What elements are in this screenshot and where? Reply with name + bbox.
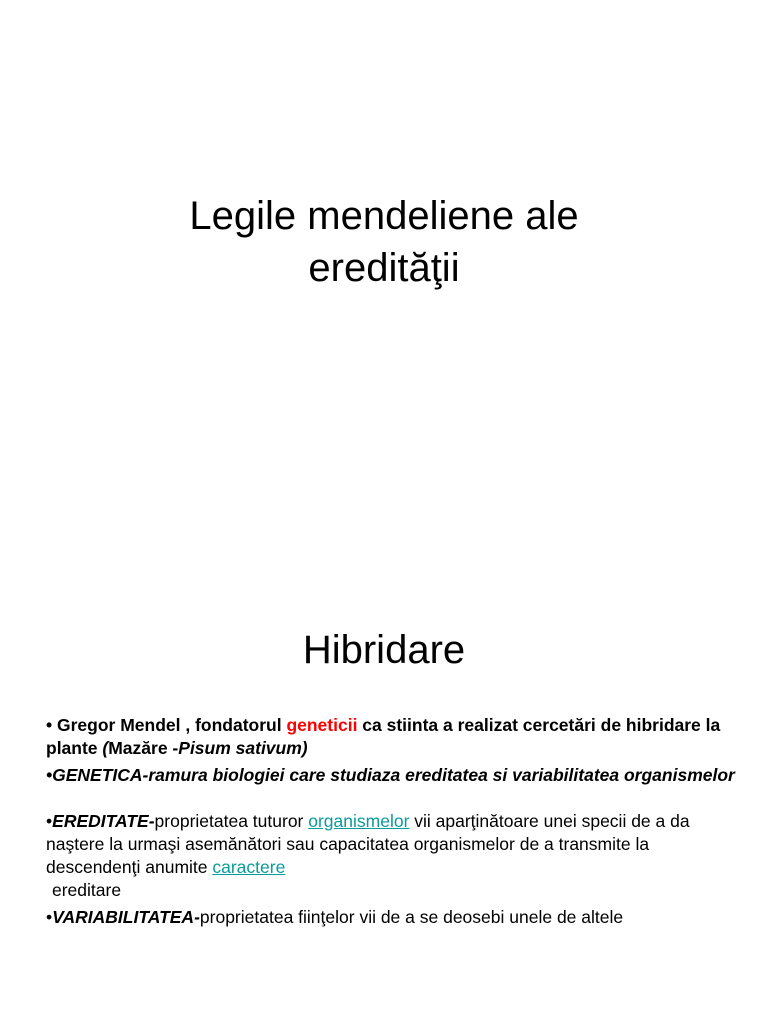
- bullet-ereditate-text-3: ereditare: [52, 880, 122, 900]
- bullet-variabilitatea-dot: •: [46, 907, 53, 927]
- bullet-variabilitatea: [46, 906, 736, 929]
- link-caractere[interactable]: caractere: [212, 857, 286, 877]
- link-organismelor[interactable]: organismelor: [308, 811, 410, 831]
- slide-hibridare: [0, 560, 768, 1024]
- bullet-mendel-mid: ca stiinta a realizat cercetări de hibridare la plante: [46, 715, 721, 758]
- term-ereditate: EREDITATE-: [52, 811, 155, 831]
- title-line-2: eredităţii: [308, 246, 460, 290]
- bullet-mendel: [46, 714, 736, 760]
- bullet-genetica: •GENETICA-ramura biologiei care studiaza ereditatea si variabilitatea organismelor: [46, 765, 735, 785]
- term-variabilitatea: VARIABILITATEA-: [52, 907, 200, 927]
- slide-heading-hibridare: Hibridare: [302, 628, 466, 672]
- bullet-ereditate-text-2: vii aparţinătoare unei specii de a da naştere la urmaşi asemănători sau capacitatea organismelor de a transmite la descendenţi anumite: [46, 811, 690, 877]
- bullet-mendel-mazare: Mazăre -: [108, 738, 179, 758]
- bullet-list: [46, 714, 736, 929]
- title-line-1: Legile mendeliene ale: [189, 194, 579, 238]
- highlight-geneticii: geneticii: [286, 715, 358, 735]
- slide-title-heading: [0, 190, 768, 294]
- bullet-mendel-paren: (: [102, 738, 109, 758]
- bullet-ereditate: [46, 810, 736, 902]
- bullet-ereditate-text-1: proprietatea tuturor: [154, 811, 309, 831]
- bullet-mendel-pre: • Gregor Mendel , fondatorul: [46, 715, 287, 735]
- bullet-ereditate-dot: •: [46, 811, 53, 831]
- bullet-variabilitatea-text: proprietatea fiinţelor vii de a se deosebi unele de altele: [199, 907, 624, 927]
- bullet-mendel-latin: Pisum sativum): [178, 738, 308, 758]
